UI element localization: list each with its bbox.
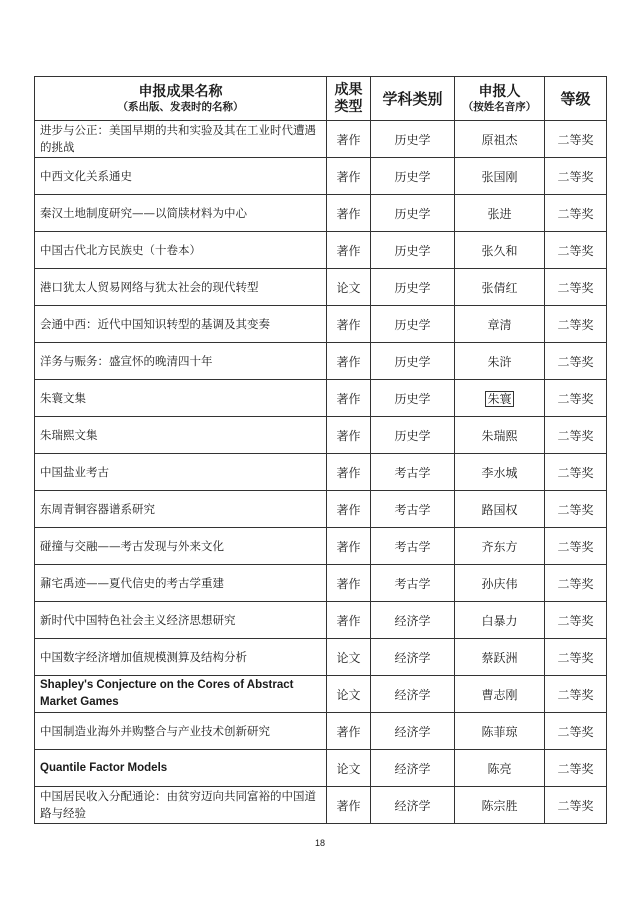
row-discipline: 经济学	[371, 639, 455, 676]
header-grade-label: 等级	[560, 90, 591, 108]
table-row	[35, 269, 607, 306]
row-applicant: 张倩红	[455, 269, 545, 306]
row-title: 进步与公正：美国早期的共和实验及其在工业时代遭遇的挑战	[35, 121, 327, 158]
row-type: 著作	[327, 787, 371, 824]
row-title: 碰撞与交融——考古发现与外来文化	[35, 528, 327, 565]
row-grade: 二等奖	[545, 417, 607, 454]
header-applicant-sub: （按姓名音序）	[462, 100, 537, 113]
row-type: 论文	[327, 269, 371, 306]
row-grade: 二等奖	[545, 195, 607, 232]
table-row	[35, 750, 607, 787]
table-row	[35, 232, 607, 269]
row-type: 著作	[327, 380, 371, 417]
row-applicant: 陈菲琼	[455, 713, 545, 750]
table-row	[35, 528, 607, 565]
row-type: 著作	[327, 232, 371, 269]
row-type: 著作	[327, 306, 371, 343]
row-grade: 二等奖	[545, 528, 607, 565]
row-discipline: 历史学	[371, 121, 455, 158]
row-grade: 二等奖	[545, 713, 607, 750]
row-title: 中国制造业海外并购整合与产业技术创新研究	[35, 713, 327, 750]
header-type-line1: 成果	[334, 81, 363, 98]
table-row	[35, 158, 607, 195]
row-discipline: 历史学	[371, 232, 455, 269]
row-grade: 二等奖	[545, 639, 607, 676]
row-type: 论文	[327, 639, 371, 676]
row-discipline: 经济学	[371, 676, 455, 713]
row-applicant: 路国权	[455, 491, 545, 528]
table-row	[35, 713, 607, 750]
table-row	[35, 454, 607, 491]
row-title: 鼐宅禹迹——夏代信史的考古学重建	[35, 565, 327, 602]
row-grade: 二等奖	[545, 676, 607, 713]
row-grade: 二等奖	[545, 565, 607, 602]
row-grade: 二等奖	[545, 158, 607, 195]
row-discipline: 经济学	[371, 602, 455, 639]
row-grade: 二等奖	[545, 454, 607, 491]
row-applicant: 陈亮	[455, 750, 545, 787]
row-type: 著作	[327, 454, 371, 491]
row-discipline: 经济学	[371, 713, 455, 750]
row-discipline: 历史学	[371, 195, 455, 232]
header-title-main: 申报成果名称	[138, 83, 223, 100]
row-applicant: 朱瑞熙	[455, 417, 545, 454]
header-discipline	[371, 77, 455, 121]
row-type: 著作	[327, 195, 371, 232]
row-grade: 二等奖	[545, 491, 607, 528]
table-row	[35, 343, 607, 380]
row-grade: 二等奖	[545, 343, 607, 380]
row-grade: 二等奖	[545, 269, 607, 306]
table-row	[35, 565, 607, 602]
row-type: 著作	[327, 602, 371, 639]
row-discipline: 历史学	[371, 343, 455, 380]
row-discipline: 考古学	[371, 491, 455, 528]
row-grade: 二等奖	[545, 602, 607, 639]
row-type: 著作	[327, 713, 371, 750]
header-applicant	[455, 77, 545, 121]
row-title: 会通中西：近代中国知识转型的基调及其变奏	[35, 306, 327, 343]
highlighted-applicant: 朱寰	[487, 391, 512, 406]
row-grade: 二等奖	[545, 787, 607, 824]
row-title: 中国数字经济增加值规模测算及结构分析	[35, 639, 327, 676]
row-discipline: 考古学	[371, 565, 455, 602]
row-type: 著作	[327, 158, 371, 195]
row-title: 洋务与赈务：盛宣怀的晚清四十年	[35, 343, 327, 380]
row-title: Quantile Factor Models	[35, 750, 327, 787]
table-row	[35, 676, 607, 713]
row-applicant: 陈宗胜	[455, 787, 545, 824]
row-discipline: 经济学	[371, 750, 455, 787]
row-grade: 二等奖	[545, 750, 607, 787]
awards-table	[34, 76, 607, 824]
row-grade: 二等奖	[545, 232, 607, 269]
row-applicant: 原祖杰	[455, 121, 545, 158]
page-number: 18	[314, 838, 325, 848]
row-title: 中国古代北方民族史（十卷本）	[35, 232, 327, 269]
row-title: 新时代中国特色社会主义经济思想研究	[35, 602, 327, 639]
row-applicant: 齐东方	[455, 528, 545, 565]
row-title: 中西文化关系通史	[35, 158, 327, 195]
header-row	[35, 77, 607, 121]
row-discipline: 历史学	[371, 417, 455, 454]
table-row	[35, 380, 607, 417]
table-row	[35, 639, 607, 676]
row-grade: 二等奖	[545, 121, 607, 158]
header-type	[327, 77, 371, 121]
row-applicant: 曹志刚	[455, 676, 545, 713]
row-applicant: 章清	[455, 306, 545, 343]
header-grade	[545, 77, 607, 121]
table-row	[35, 787, 607, 824]
row-applicant	[455, 380, 545, 417]
row-applicant: 张国刚	[455, 158, 545, 195]
row-type: 著作	[327, 343, 371, 380]
row-discipline: 历史学	[371, 380, 455, 417]
table-row	[35, 491, 607, 528]
row-type: 论文	[327, 676, 371, 713]
row-applicant: 白暴力	[455, 602, 545, 639]
header-title-sub: （系出版、发表时的名称）	[117, 100, 244, 113]
row-applicant: 李水城	[455, 454, 545, 491]
row-type: 著作	[327, 528, 371, 565]
row-title: 朱瑞熙文集	[35, 417, 327, 454]
header-discipline-label: 学科类别	[382, 90, 443, 108]
row-type: 论文	[327, 750, 371, 787]
row-type: 著作	[327, 565, 371, 602]
row-grade: 二等奖	[545, 306, 607, 343]
table-row	[35, 121, 607, 158]
row-title: 中国居民收入分配通论：由贫穷迈向共同富裕的中国道路与经验	[35, 787, 327, 824]
row-title: 东周青铜容器谱系研究	[35, 491, 327, 528]
row-discipline: 历史学	[371, 158, 455, 195]
row-discipline: 考古学	[371, 528, 455, 565]
row-applicant: 蔡跃洲	[455, 639, 545, 676]
table-row	[35, 195, 607, 232]
header-applicant-main: 申报人	[478, 83, 521, 100]
row-discipline: 历史学	[371, 269, 455, 306]
row-title: Shapley's Conjecture on the Cores of Abstract Market Games	[35, 676, 327, 713]
row-type: 著作	[327, 491, 371, 528]
row-title: 朱寰文集	[35, 380, 327, 417]
row-discipline: 经济学	[371, 787, 455, 824]
row-title: 中国盐业考古	[35, 454, 327, 491]
row-applicant: 孙庆伟	[455, 565, 545, 602]
row-title: 港口犹太人贸易网络与犹太社会的现代转型	[35, 269, 327, 306]
table-row	[35, 417, 607, 454]
row-applicant: 张进	[455, 195, 545, 232]
row-discipline: 考古学	[371, 454, 455, 491]
header-title	[35, 77, 327, 121]
row-applicant: 朱浒	[455, 343, 545, 380]
row-type: 著作	[327, 417, 371, 454]
row-applicant: 张久和	[455, 232, 545, 269]
header-type-line2: 类型	[334, 98, 363, 115]
row-type: 著作	[327, 121, 371, 158]
row-grade: 二等奖	[545, 380, 607, 417]
row-title: 秦汉土地制度研究——以简牍材料为中心	[35, 195, 327, 232]
table-row	[35, 602, 607, 639]
row-discipline: 历史学	[371, 306, 455, 343]
table-row	[35, 306, 607, 343]
